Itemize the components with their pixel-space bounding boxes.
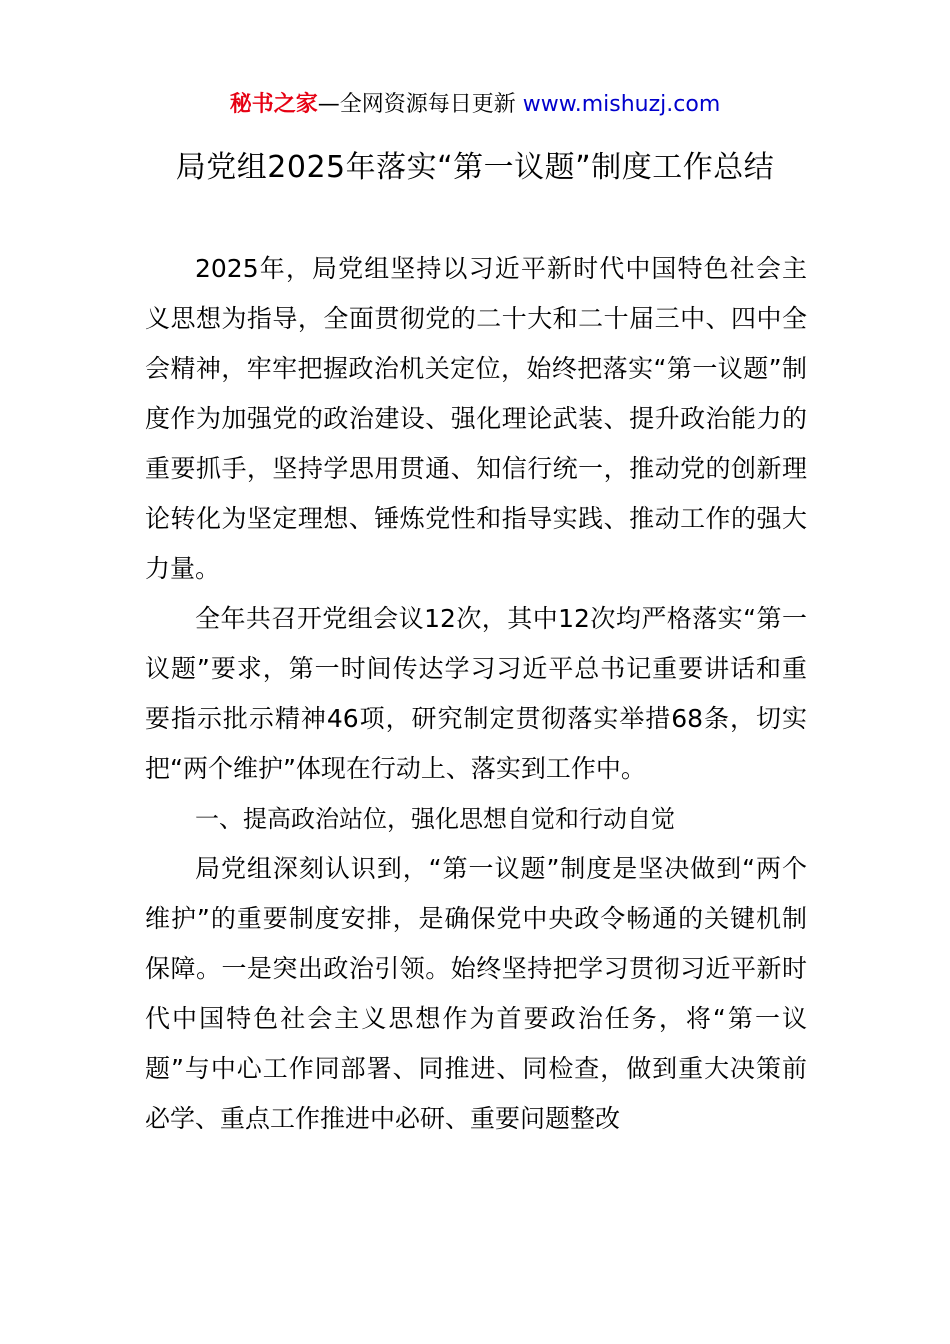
paragraph-intro: 2025年，局党组坚持以习近平新时代中国特色社会主义思想为指导，全面贯彻党的二十大和二十届三中、四中全会精神，牢牢把握政治机关定位，始终把落实“第一议题”制度作为加强党的政治建设、强化理论武装、提升政治能力的重要抓手，坚持学思用贯通、知信行统一，推动党的创新理论转化为坚定理想、锤炼党性和指导实践、推动工作的强大力量。 bbox=[145, 254, 807, 583]
header-dash: — bbox=[317, 92, 340, 117]
paragraph-section-1: 局党组深刻认识到，“第一议题”制度是坚决做到“两个维护”的重要制度安排，是确保党中央政令畅通的关键机制保障。一是突出政治引领。始终坚持把学习贯彻习近平新时代中国特色社会主义思想作为首要政治任务，将“第一议题”与中心工作同部署、同推进、同检查，做到重大决策前必学、重点工作推进中必研、重要问题整改 bbox=[145, 854, 807, 1133]
document-title: 局党组2025年落实“第一议题”制度工作总结 bbox=[175, 150, 775, 185]
site-header bbox=[0, 88, 950, 122]
document-body bbox=[145, 244, 807, 1144]
section-heading-1: 一、提高政治站位，强化思想自觉和行动自觉 bbox=[195, 805, 675, 833]
header-tagline: 全网资源每日更新 bbox=[339, 92, 523, 117]
site-url-link[interactable]: www.mishuzj.com bbox=[522, 92, 721, 117]
paragraph-summary: 全年共召开党组会议12次，其中12次均严格落实“第一议题”要求，第一时间传达学习习近平总书记重要讲话和重要指示批示精神46项，研究制定贯彻落实举措68条，切实把“两个维护”体现在行动上、落实到工作中。 bbox=[145, 604, 807, 783]
brand-name: 秘书之家 bbox=[229, 92, 318, 117]
